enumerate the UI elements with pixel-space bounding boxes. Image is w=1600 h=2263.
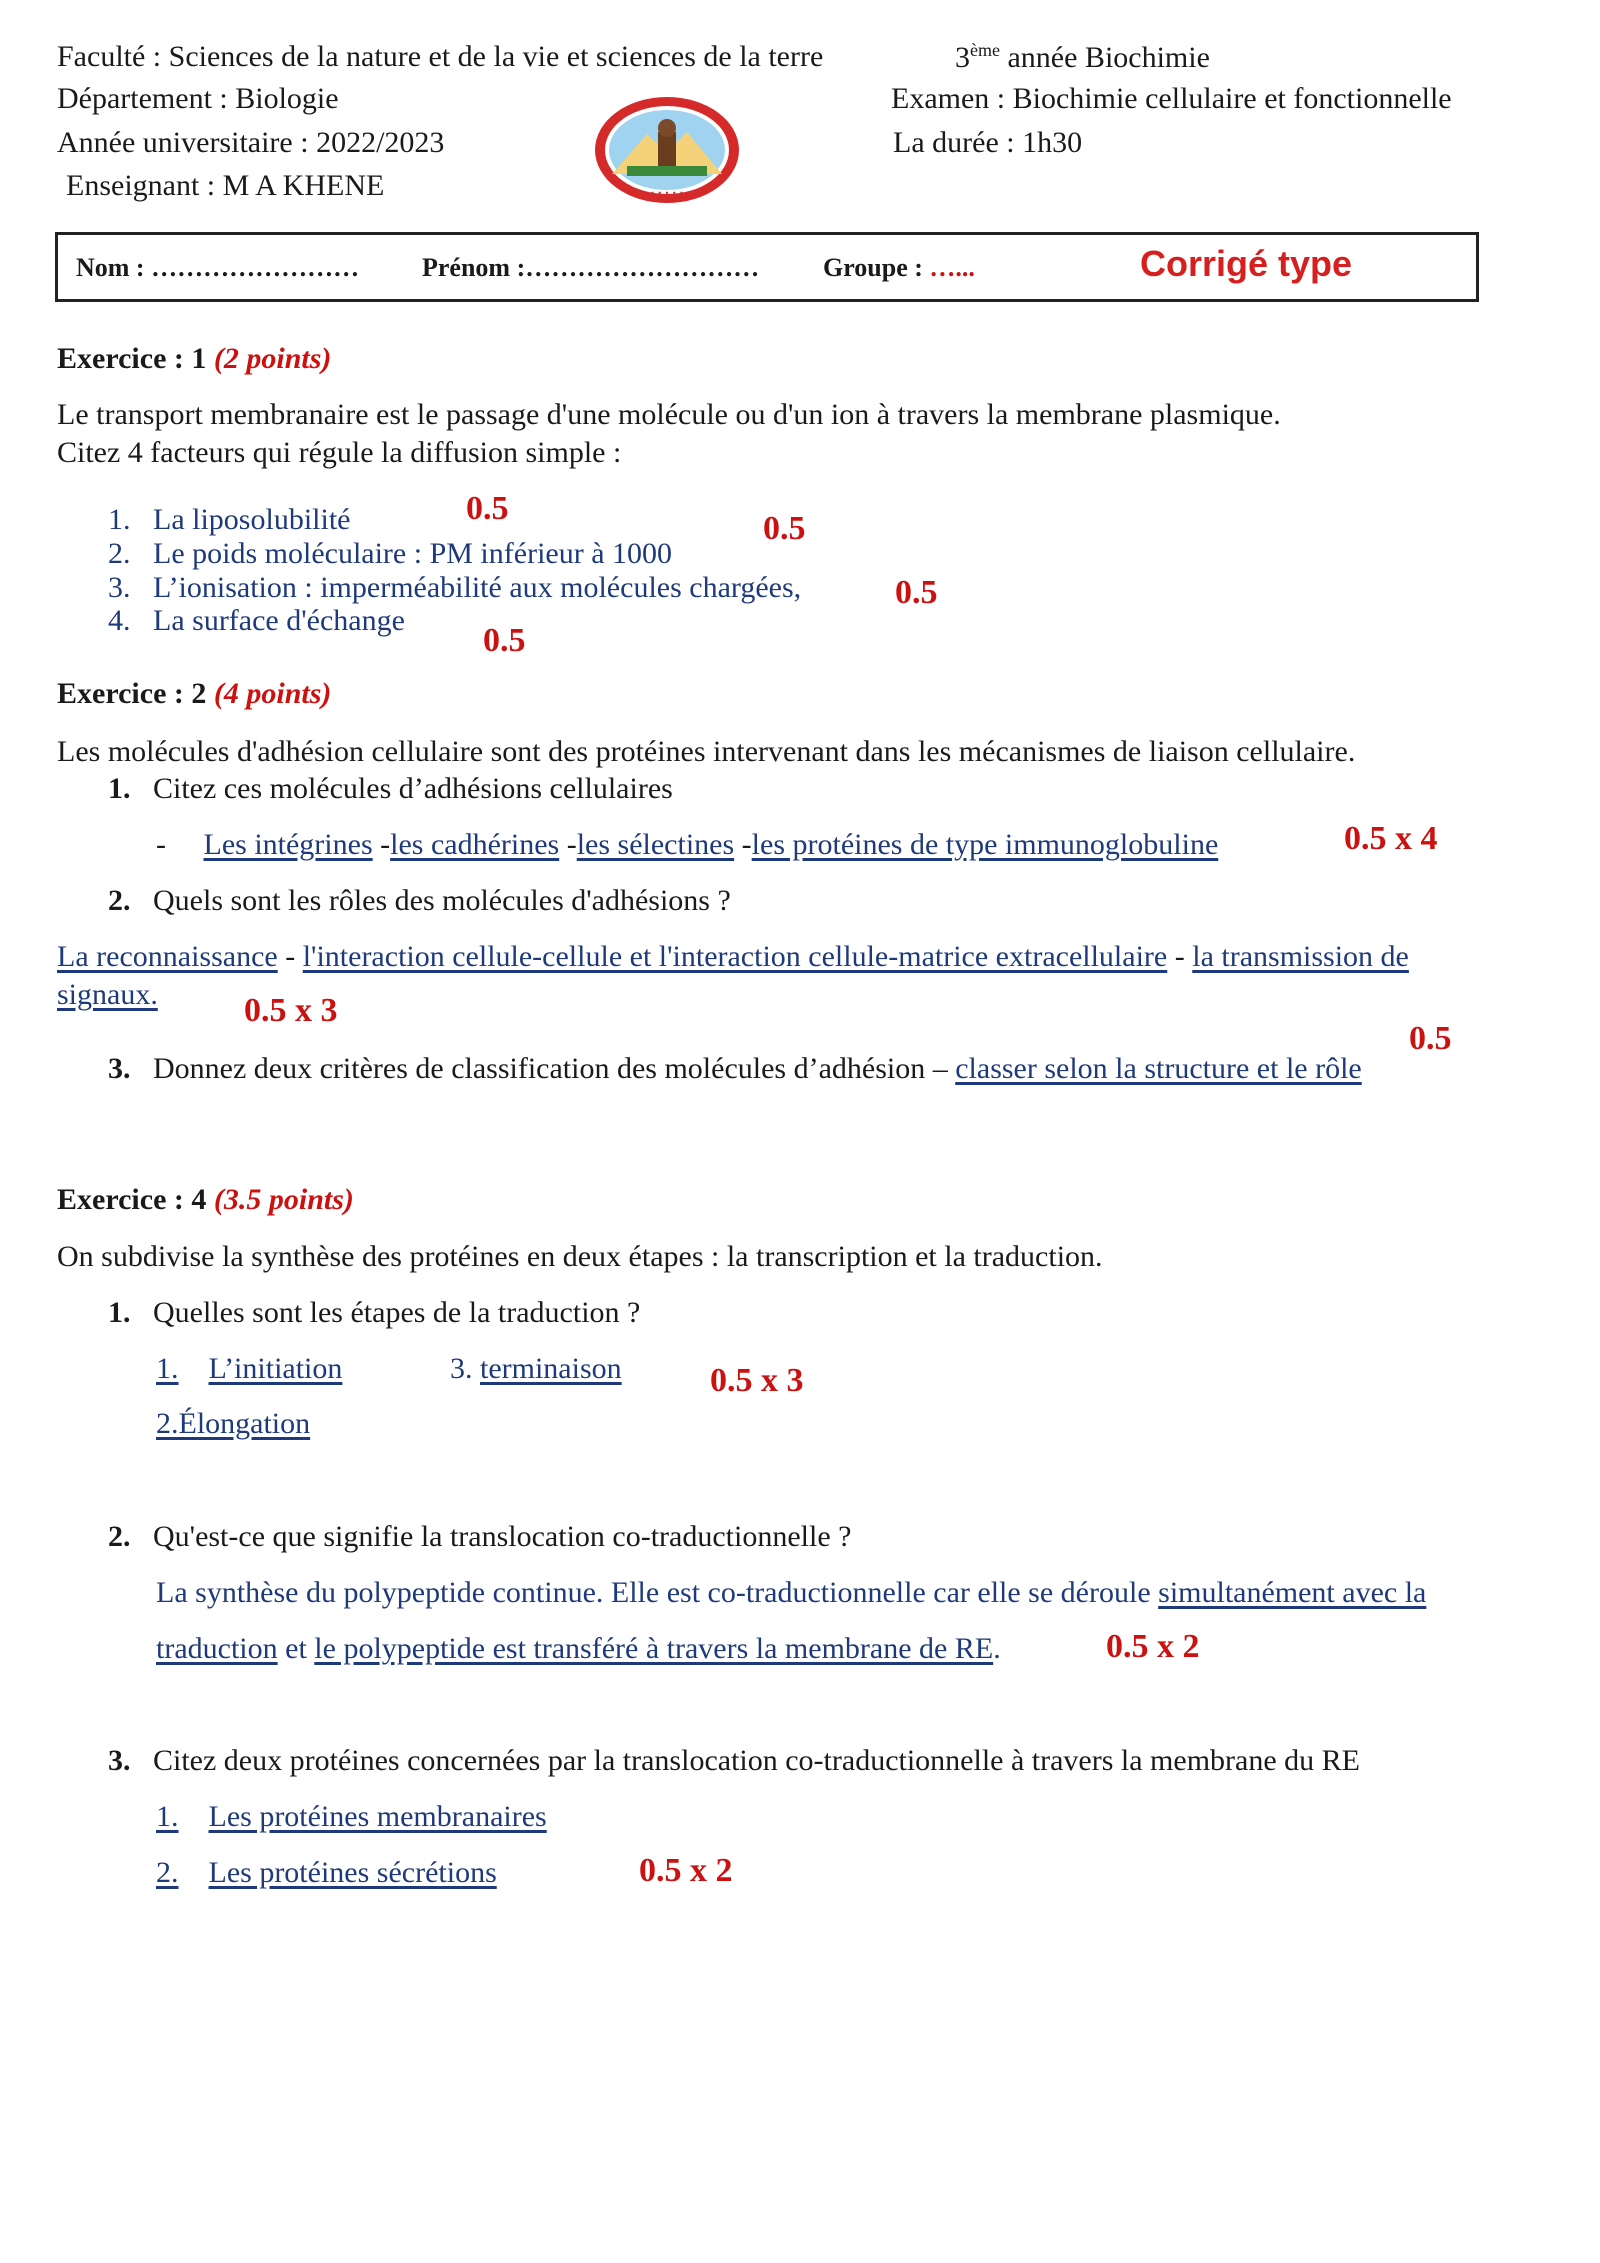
ex4-a3-mark: 0.5 x 2: [639, 1852, 733, 1889]
ex4-a3-item-1-num: 1.: [156, 1800, 179, 1833]
ex2-a2-interaction: l'interaction cellule-cellule et l'interaction cellule-matrice extracellulaire: [302, 940, 1168, 973]
ex4-q1-text: Quelles sont les étapes de la traduction ?: [153, 1296, 641, 1329]
ex4-q2-text: Qu'est-ce que signifie la translocation co-traductionnelle ?: [153, 1520, 852, 1553]
ex4-q1: [108, 1296, 640, 1330]
ex2-a3-mark: 0.5: [1409, 1020, 1452, 1057]
corrige-type-label: Corrigé type: [1140, 243, 1353, 284]
ex2-q2-text: Quels sont les rôles des molécules d'adhésions ?: [153, 884, 731, 917]
ex2-q2: [108, 884, 731, 918]
academic-year: Année universitaire : 2022/2023: [57, 126, 445, 159]
ex4-q2-num: 2.: [108, 1520, 131, 1553]
ex4-a3-item-1-text: Les protéines membranaires: [208, 1800, 547, 1833]
ex2-a1-immunoglobuline: les protéines de type immunoglobuline: [751, 828, 1219, 861]
ex4-a3-item-2-num: 2.: [156, 1856, 179, 1889]
ex2-a2-line1: [57, 940, 1409, 974]
ex4-a3-item-2-text: Les protéines sécrétions: [208, 1856, 497, 1889]
ex1-item-4: [108, 604, 405, 638]
ex2-intro: Les molécules d'adhésion cellulaire sont des protéines intervenant dans les mécanismes de liaison cellulaire.: [57, 735, 1356, 768]
ex2-title-text: Exercice : 2: [57, 677, 207, 710]
ex1-mark-4: 0.5: [483, 622, 526, 659]
ex1-title-text: Exercice : 1: [57, 342, 207, 375]
ex4-intro: On subdivise la synthèse des protéines en deux étapes : la transcription et la traduction.: [57, 1240, 1103, 1273]
ex2-a2-sep-2: -: [1167, 940, 1193, 973]
ex1-item-1-num: 1.: [108, 503, 131, 536]
ex2-a1: [156, 828, 1218, 862]
ex2-a1-cadherines: les cadhérines: [390, 828, 560, 861]
ex4-a1-item-3: [450, 1352, 622, 1386]
ex2-q3: [108, 1052, 1362, 1086]
firstname-field[interactable]: Prénom :………………………: [422, 253, 760, 282]
ex4-a1-item-2: 2.Élongation: [156, 1407, 311, 1440]
ex2-q3-text: Donnez deux critères de classification des molécules d’adhésion –: [153, 1052, 948, 1085]
ex4-a2-line1-plain: La synthèse du polypeptide continue. Elle est co-traductionnelle car elle se déroule: [156, 1576, 1159, 1609]
ex2-a1-dash: -: [156, 828, 166, 861]
ex4-q1-num: 1.: [108, 1296, 131, 1329]
group-dots: …...: [929, 253, 975, 282]
ex1-item-2: [108, 537, 672, 571]
ex1-mark-2: 0.5: [763, 510, 806, 547]
ex4-q3-text: Citez deux protéines concernées par la translocation co-traductionnelle à travers la membrane du RE: [153, 1744, 1361, 1777]
ex4-title: [57, 1183, 354, 1217]
name-field[interactable]: Nom : ……………………: [76, 253, 360, 282]
ex2-a2-line2: signaux.: [57, 978, 158, 1011]
ex4-a2-transfer: le polypeptide est transféré à travers la membrane de RE: [314, 1632, 994, 1665]
ex4-q3-num: 3.: [108, 1744, 131, 1777]
teacher-line: Enseignant : M A KHENE: [66, 169, 385, 202]
ex2-title: [57, 677, 331, 711]
ex1-item-1: [108, 503, 350, 537]
year-number: 3: [955, 41, 970, 74]
university-logo: [592, 94, 742, 206]
ex4-a2-mark: 0.5 x 2: [1106, 1628, 1200, 1665]
ex1-intro-2: Citez 4 facteurs qui régule la diffusion simple :: [57, 436, 622, 469]
ex4-a1-item-1-num: 1.: [156, 1352, 179, 1385]
ex2-q2-num: 2.: [108, 884, 131, 917]
ex4-q2: [108, 1520, 851, 1554]
year-level: [955, 40, 1210, 75]
group-label: Groupe :: [823, 253, 923, 282]
ex1-item-1-text: La liposolubilité: [153, 503, 351, 536]
group-field[interactable]: [823, 253, 975, 283]
ex2-points: (4 points): [213, 677, 332, 710]
ex2-a1-sep-2: -: [566, 828, 577, 861]
ex1-item-4-num: 4.: [108, 604, 131, 637]
ex4-a2-period: .: [993, 1632, 1001, 1665]
ex4-a1-item-1: [156, 1352, 342, 1386]
ex4-q3: [108, 1744, 1360, 1778]
ex1-intro-1: Le transport membranaire est le passage d'une molécule ou d'un ion à travers la membrane plasmique.: [57, 398, 1281, 431]
faculty-line: Faculté : Sciences de la nature et de la vie et sciences de la terre: [57, 40, 824, 73]
ex1-mark-3: 0.5: [895, 574, 938, 611]
ex2-a2-sep-1: -: [277, 940, 303, 973]
ex4-a1-item-3-text: terminaison: [480, 1352, 622, 1385]
ex1-item-3: [108, 571, 801, 605]
ex4-points: (3.5 points): [213, 1183, 354, 1216]
ex2-a3-answer: classer selon la structure et le rôle: [955, 1052, 1362, 1085]
ex2-a1-selectines: les sélectines: [576, 828, 735, 861]
exam-title: Examen : Biochimie cellulaire et fonctionnelle: [891, 82, 1452, 115]
ex4-a3-item-2: [156, 1856, 497, 1890]
ex2-q1: [108, 772, 673, 806]
ex4-a2-line2: [156, 1632, 1001, 1666]
ex1-item-3-num: 3.: [108, 571, 131, 604]
ex2-a2-mark: 0.5 x 3: [244, 992, 338, 1029]
ex2-a1-mark: 0.5 x 4: [1344, 820, 1438, 857]
ex2-a1-integrines: Les intégrines: [203, 828, 373, 861]
ex4-a2-line1: [156, 1576, 1426, 1610]
ex4-title-text: Exercice : 4: [57, 1183, 207, 1216]
svg-text:• • • • •: • • • • •: [650, 189, 684, 198]
department-line: Département : Biologie: [57, 82, 339, 115]
ex4-a2-line1-underlined: simultanément avec la: [1158, 1576, 1427, 1609]
ex1-item-2-text: Le poids moléculaire : PM inférieur à 1000: [153, 537, 673, 570]
ex1-points: (2 points): [213, 342, 332, 375]
ex4-a1-item-3-num: 3.: [450, 1352, 473, 1385]
ex1-item-3-text: L’ionisation : imperméabilité aux molécules chargées,: [153, 571, 802, 604]
exam-duration: La durée : 1h30: [893, 126, 1083, 159]
ex2-q3-num: 3.: [108, 1052, 131, 1085]
ex1-mark-1: 0.5: [466, 490, 509, 527]
ex2-a2-transmission: la transmission de: [1192, 940, 1409, 973]
ex2-q1-num: 1.: [108, 772, 131, 805]
ex1-item-4-text: La surface d'échange: [153, 604, 405, 637]
ex2-q1-text: Citez ces molécules d’adhésions cellulaires: [153, 772, 673, 805]
ex2-a2-reconnaissance: La reconnaissance: [57, 940, 278, 973]
ex4-a2-et: et: [277, 1632, 315, 1665]
ex4-a2-traduction: traduction: [156, 1632, 278, 1665]
ex4-a1-mark: 0.5 x 3: [710, 1362, 804, 1399]
year-superscript: ème: [970, 40, 1000, 60]
ex1-item-2-num: 2.: [108, 537, 131, 570]
ex4-a3-item-1: [156, 1800, 547, 1834]
ex1-title: [57, 342, 331, 376]
ex2-a1-sep-3: -: [741, 828, 752, 861]
ex2-a1-sep-1: -: [380, 828, 391, 861]
year-program: année Biochimie: [999, 41, 1210, 74]
ex4-a1-item-1-text: L’initiation: [208, 1352, 343, 1385]
